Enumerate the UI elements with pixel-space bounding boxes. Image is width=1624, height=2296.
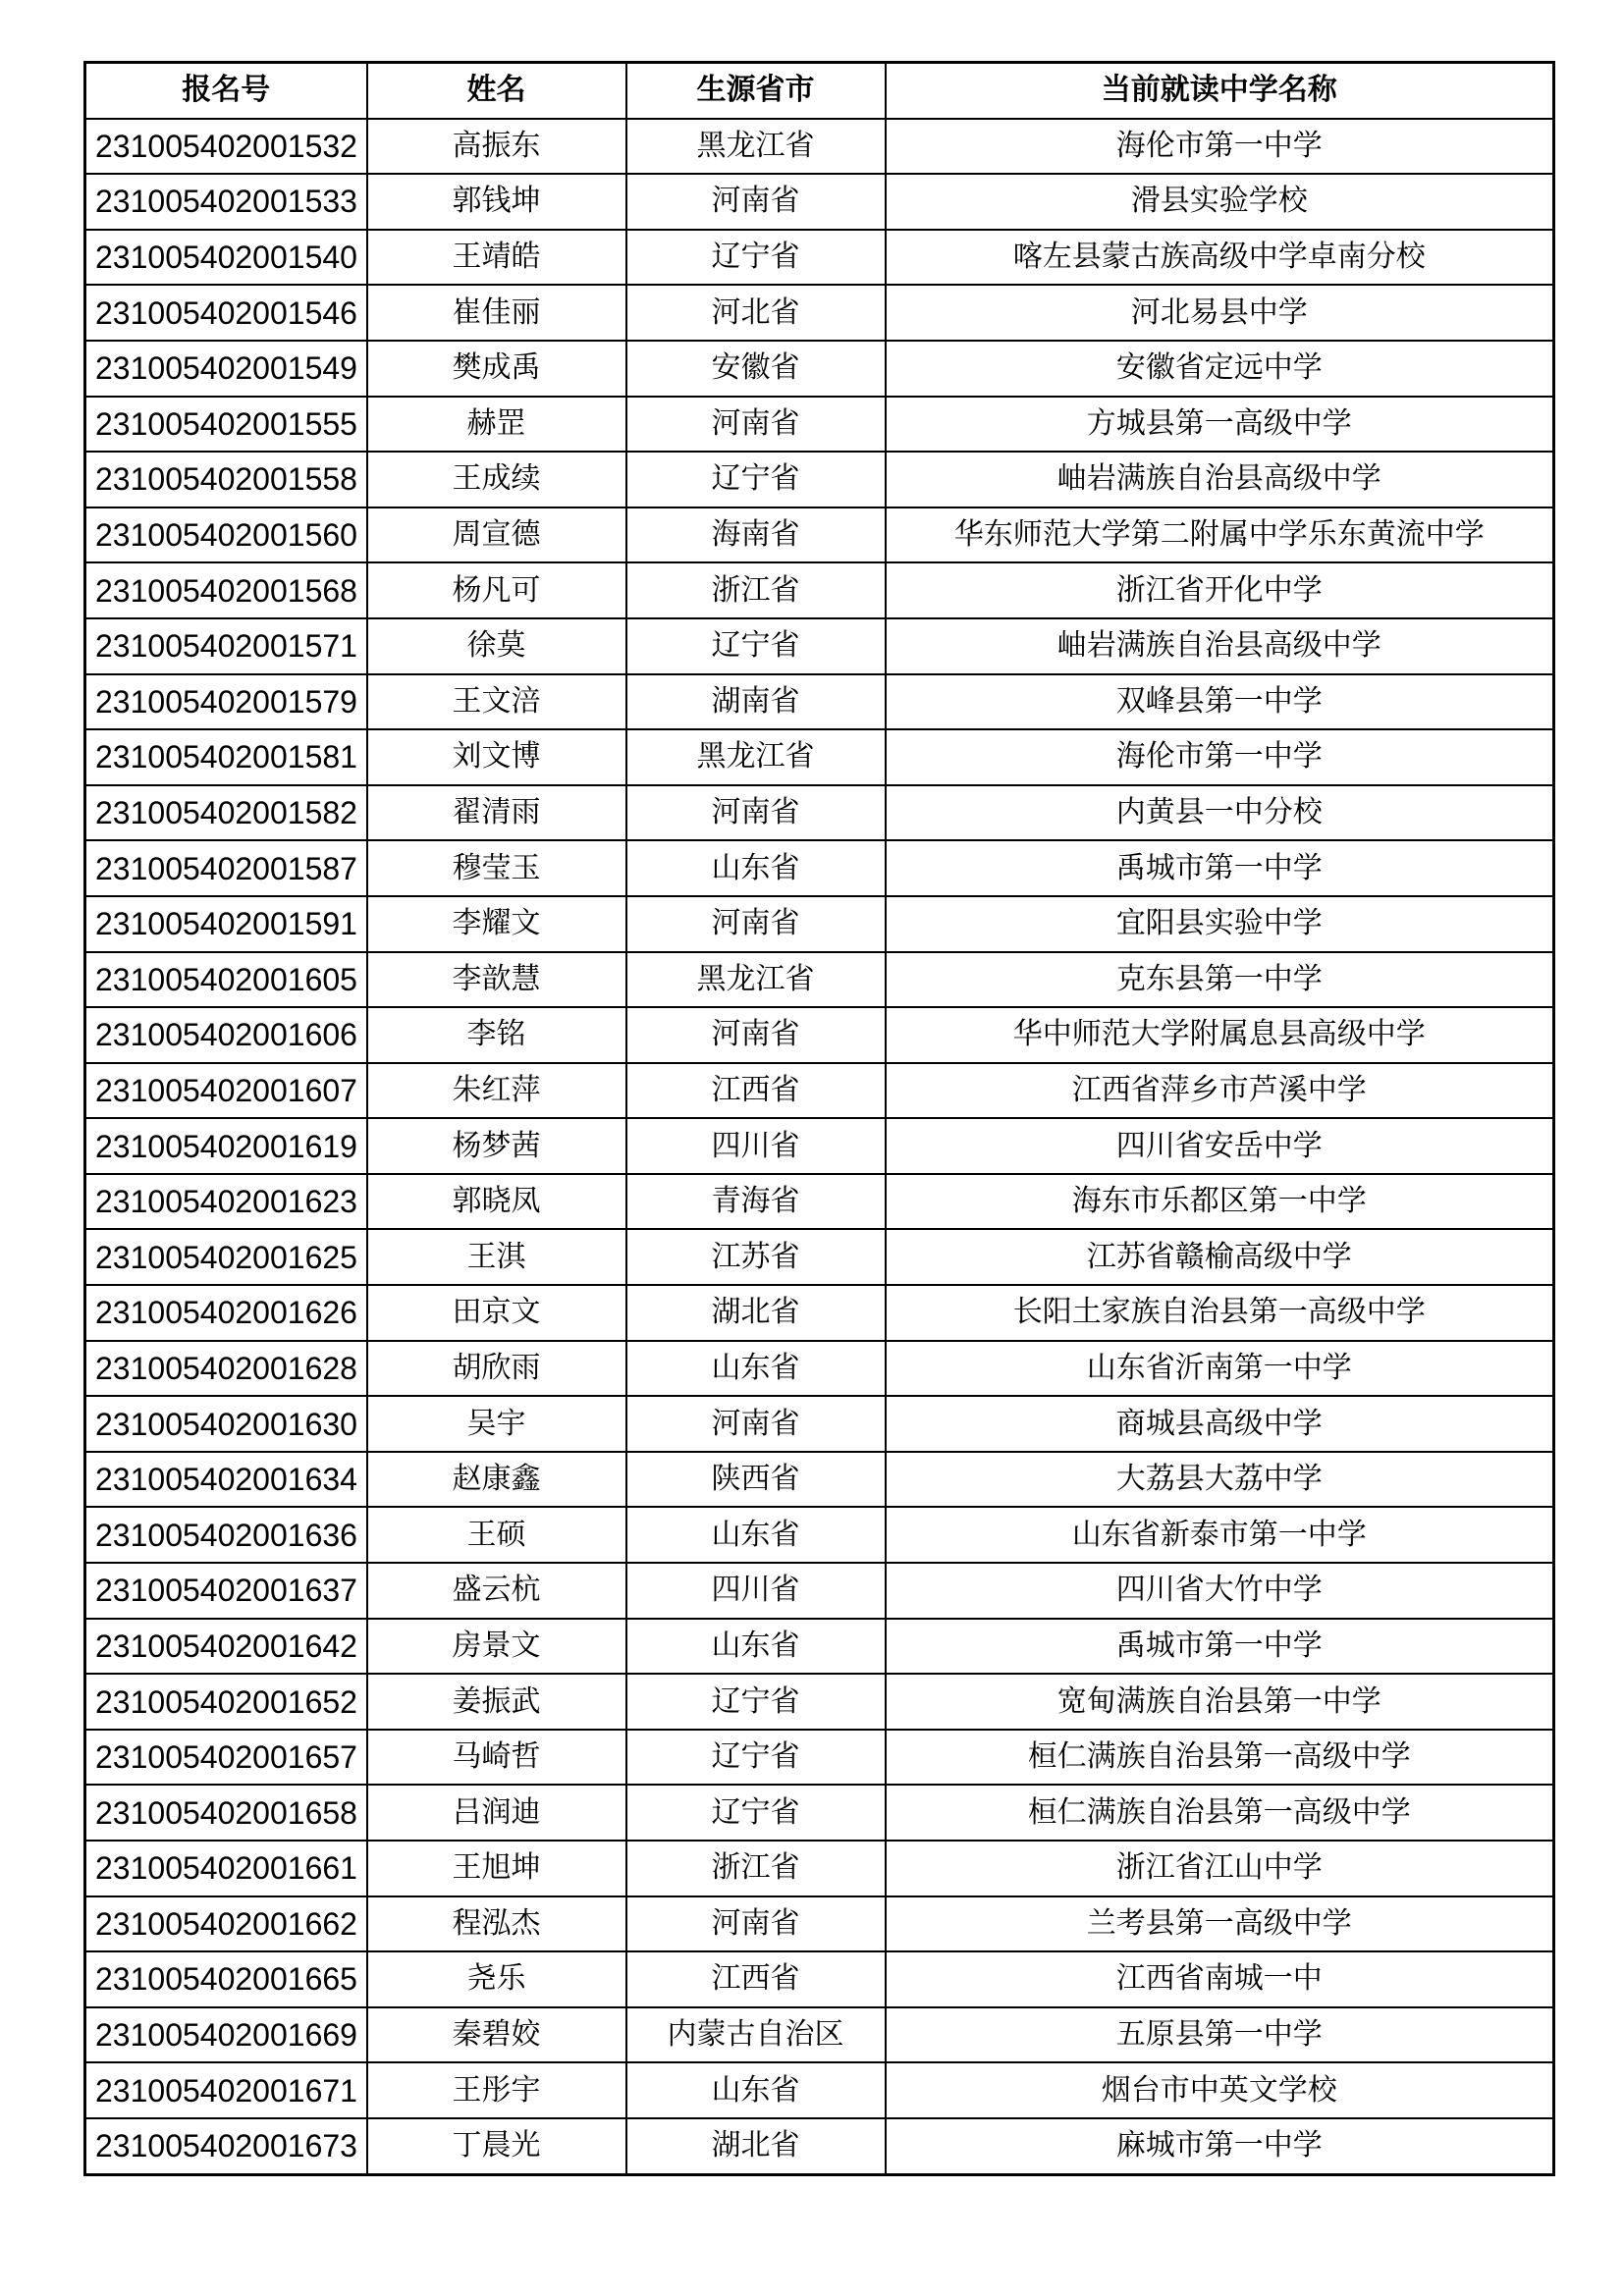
registration-number-cell: 231005402001607 xyxy=(85,1063,367,1119)
school-name-cell: 商城县高级中学 xyxy=(886,1396,1554,1452)
student-name-cell: 秦碧姣 xyxy=(367,2007,626,2063)
student-name-cell: 朱红萍 xyxy=(367,1063,626,1119)
province-cell: 安徽省 xyxy=(626,341,886,397)
table-row xyxy=(85,1174,1554,1230)
school-name-cell: 浙江省江山中学 xyxy=(886,1841,1554,1896)
student-name-cell: 杨凡可 xyxy=(367,562,626,618)
province-cell: 陕西省 xyxy=(626,1452,886,1508)
student-name-cell: 高振东 xyxy=(367,119,626,175)
table-row xyxy=(85,2062,1554,2118)
registration-number-cell: 231005402001669 xyxy=(85,2007,367,2063)
table-row xyxy=(85,896,1554,952)
student-name-cell: 穆莹玉 xyxy=(367,840,626,896)
table-row xyxy=(85,840,1554,896)
registration-number-cell: 231005402001560 xyxy=(85,507,367,563)
student-name-cell: 吴宇 xyxy=(367,1396,626,1452)
registration-number-cell: 231005402001558 xyxy=(85,452,367,507)
table-row xyxy=(85,1563,1554,1619)
table-row xyxy=(85,1229,1554,1285)
student-name-cell: 赵康鑫 xyxy=(367,1452,626,1508)
school-name-cell: 麻城市第一中学 xyxy=(886,2118,1554,2174)
province-cell: 内蒙古自治区 xyxy=(626,2007,886,2063)
student-name-cell: 田京文 xyxy=(367,1285,626,1341)
student-name-cell: 吕润迪 xyxy=(367,1785,626,1841)
province-cell: 江苏省 xyxy=(626,1229,886,1285)
table-row xyxy=(85,397,1554,453)
school-name-cell: 禹城市第一中学 xyxy=(886,840,1554,896)
school-name-cell: 浙江省开化中学 xyxy=(886,562,1554,618)
header-registration-number: 报名号 xyxy=(85,63,367,119)
province-cell: 山东省 xyxy=(626,1619,886,1675)
student-name-cell: 翟清雨 xyxy=(367,785,626,841)
province-cell: 河南省 xyxy=(626,785,886,841)
table-row xyxy=(85,1285,1554,1341)
registration-number-cell: 231005402001671 xyxy=(85,2062,367,2118)
table-row xyxy=(85,1452,1554,1508)
student-name-cell: 王彤宇 xyxy=(367,2062,626,2118)
province-cell: 黑龙江省 xyxy=(626,119,886,175)
table-row xyxy=(85,1063,1554,1119)
registration-number-cell: 231005402001533 xyxy=(85,174,367,230)
table-row xyxy=(85,2118,1554,2174)
school-name-cell: 五原县第一中学 xyxy=(886,2007,1554,2063)
school-name-cell: 禹城市第一中学 xyxy=(886,1619,1554,1675)
school-name-cell: 滑县实验学校 xyxy=(886,174,1554,230)
province-cell: 湖北省 xyxy=(626,2118,886,2174)
registration-number-cell: 231005402001637 xyxy=(85,1563,367,1619)
header-province: 生源省市 xyxy=(626,63,886,119)
table-row xyxy=(85,1951,1554,2007)
registration-number-cell: 231005402001549 xyxy=(85,341,367,397)
table-row xyxy=(85,174,1554,230)
registration-number-cell: 231005402001652 xyxy=(85,1674,367,1730)
school-name-cell: 安徽省定远中学 xyxy=(886,341,1554,397)
student-name-cell: 尧乐 xyxy=(367,1951,626,2007)
student-name-cell: 郭钱坤 xyxy=(367,174,626,230)
student-name-cell: 房景文 xyxy=(367,1619,626,1675)
school-name-cell: 海东市乐都区第一中学 xyxy=(886,1174,1554,1230)
student-name-cell: 丁晨光 xyxy=(367,2118,626,2174)
admission-list-table xyxy=(83,61,1555,2176)
registration-number-cell: 231005402001636 xyxy=(85,1507,367,1563)
school-name-cell: 四川省大竹中学 xyxy=(886,1563,1554,1619)
student-name-cell: 王靖皓 xyxy=(367,230,626,286)
province-cell: 山东省 xyxy=(626,1507,886,1563)
school-name-cell: 内黄县一中分校 xyxy=(886,785,1554,841)
school-name-cell: 江西省南城一中 xyxy=(886,1951,1554,2007)
school-name-cell: 河北易县中学 xyxy=(886,285,1554,341)
school-name-cell: 四川省安岳中学 xyxy=(886,1118,1554,1174)
province-cell: 湖南省 xyxy=(626,674,886,730)
registration-number-cell: 231005402001579 xyxy=(85,674,367,730)
table-row xyxy=(85,1730,1554,1786)
province-cell: 河南省 xyxy=(626,1396,886,1452)
table-row xyxy=(85,230,1554,286)
registration-number-cell: 231005402001623 xyxy=(85,1174,367,1230)
student-name-cell: 徐莫 xyxy=(367,618,626,674)
province-cell: 青海省 xyxy=(626,1174,886,1230)
province-cell: 山东省 xyxy=(626,2062,886,2118)
table-row xyxy=(85,507,1554,563)
table-row xyxy=(85,285,1554,341)
school-name-cell: 山东省沂南第一中学 xyxy=(886,1341,1554,1397)
student-name-cell: 王旭坤 xyxy=(367,1841,626,1896)
table-row xyxy=(85,341,1554,397)
school-name-cell: 克东县第一中学 xyxy=(886,952,1554,1008)
province-cell: 河南省 xyxy=(626,397,886,453)
student-name-cell: 杨梦茜 xyxy=(367,1118,626,1174)
student-name-cell: 郭晓凤 xyxy=(367,1174,626,1230)
school-name-cell: 喀左县蒙古族高级中学卓南分校 xyxy=(886,230,1554,286)
table-row xyxy=(85,1785,1554,1841)
student-name-cell: 胡欣雨 xyxy=(367,1341,626,1397)
school-name-cell: 桓仁满族自治县第一高级中学 xyxy=(886,1785,1554,1841)
registration-number-cell: 231005402001657 xyxy=(85,1730,367,1786)
school-name-cell: 双峰县第一中学 xyxy=(886,674,1554,730)
school-name-cell: 山东省新泰市第一中学 xyxy=(886,1507,1554,1563)
province-cell: 黑龙江省 xyxy=(626,952,886,1008)
table-row xyxy=(85,452,1554,507)
student-name-cell: 姜振武 xyxy=(367,1674,626,1730)
table-row xyxy=(85,1396,1554,1452)
student-name-cell: 周宣德 xyxy=(367,507,626,563)
student-name-cell: 樊成禹 xyxy=(367,341,626,397)
student-name-cell: 刘文博 xyxy=(367,729,626,785)
school-name-cell: 烟台市中英文学校 xyxy=(886,2062,1554,2118)
student-name-cell: 赫罡 xyxy=(367,397,626,453)
table-row xyxy=(85,1341,1554,1397)
registration-number-cell: 231005402001625 xyxy=(85,1229,367,1285)
registration-number-cell: 231005402001606 xyxy=(85,1007,367,1063)
province-cell: 黑龙江省 xyxy=(626,729,886,785)
registration-number-cell: 231005402001658 xyxy=(85,1785,367,1841)
student-name-cell: 崔佳丽 xyxy=(367,285,626,341)
registration-number-cell: 231005402001546 xyxy=(85,285,367,341)
province-cell: 四川省 xyxy=(626,1118,886,1174)
province-cell: 辽宁省 xyxy=(626,1674,886,1730)
table-row xyxy=(85,1619,1554,1675)
school-name-cell: 方城县第一高级中学 xyxy=(886,397,1554,453)
province-cell: 湖北省 xyxy=(626,1285,886,1341)
registration-number-cell: 231005402001642 xyxy=(85,1619,367,1675)
province-cell: 浙江省 xyxy=(626,562,886,618)
registration-number-cell: 231005402001634 xyxy=(85,1452,367,1508)
registration-number-cell: 231005402001662 xyxy=(85,1896,367,1952)
registration-number-cell: 231005402001673 xyxy=(85,2118,367,2174)
registration-number-cell: 231005402001665 xyxy=(85,1951,367,2007)
table-row xyxy=(85,785,1554,841)
school-name-cell: 华中师范大学附属息县高级中学 xyxy=(886,1007,1554,1063)
student-name-cell: 王文涪 xyxy=(367,674,626,730)
table-row xyxy=(85,952,1554,1008)
school-name-cell: 兰考县第一高级中学 xyxy=(886,1896,1554,1952)
header-school: 当前就读中学名称 xyxy=(886,63,1554,119)
student-name-cell: 李耀文 xyxy=(367,896,626,952)
table-row xyxy=(85,729,1554,785)
province-cell: 辽宁省 xyxy=(626,1785,886,1841)
province-cell: 辽宁省 xyxy=(626,1730,886,1786)
table-row xyxy=(85,1007,1554,1063)
province-cell: 江西省 xyxy=(626,1063,886,1119)
registration-number-cell: 231005402001587 xyxy=(85,840,367,896)
registration-number-cell: 231005402001532 xyxy=(85,119,367,175)
school-name-cell: 岫岩满族自治县高级中学 xyxy=(886,452,1554,507)
province-cell: 河南省 xyxy=(626,1896,886,1952)
registration-number-cell: 231005402001661 xyxy=(85,1841,367,1896)
registration-number-cell: 231005402001630 xyxy=(85,1396,367,1452)
table-row xyxy=(85,674,1554,730)
school-name-cell: 江西省萍乡市芦溪中学 xyxy=(886,1063,1554,1119)
registration-number-cell: 231005402001591 xyxy=(85,896,367,952)
school-name-cell: 海伦市第一中学 xyxy=(886,119,1554,175)
registration-number-cell: 231005402001581 xyxy=(85,729,367,785)
table-row xyxy=(85,2007,1554,2063)
school-name-cell: 华东师范大学第二附属中学乐东黄流中学 xyxy=(886,507,1554,563)
table-row xyxy=(85,1118,1554,1174)
province-cell: 河北省 xyxy=(626,285,886,341)
registration-number-cell: 231005402001555 xyxy=(85,397,367,453)
school-name-cell: 江苏省赣榆高级中学 xyxy=(886,1229,1554,1285)
table-body xyxy=(85,119,1554,2174)
province-cell: 山东省 xyxy=(626,1341,886,1397)
table-row xyxy=(85,1674,1554,1730)
header-name: 姓名 xyxy=(367,63,626,119)
school-name-cell: 大荔县大荔中学 xyxy=(886,1452,1554,1508)
student-name-cell: 盛云杭 xyxy=(367,1563,626,1619)
table-row xyxy=(85,618,1554,674)
registration-number-cell: 231005402001582 xyxy=(85,785,367,841)
table-row xyxy=(85,1896,1554,1952)
registration-number-cell: 231005402001568 xyxy=(85,562,367,618)
school-name-cell: 宽甸满族自治县第一中学 xyxy=(886,1674,1554,1730)
registration-number-cell: 231005402001605 xyxy=(85,952,367,1008)
table-row xyxy=(85,1841,1554,1896)
province-cell: 海南省 xyxy=(626,507,886,563)
province-cell: 江西省 xyxy=(626,1951,886,2007)
student-name-cell: 王硕 xyxy=(367,1507,626,1563)
province-cell: 辽宁省 xyxy=(626,618,886,674)
table-row xyxy=(85,119,1554,175)
table-row xyxy=(85,562,1554,618)
province-cell: 河南省 xyxy=(626,174,886,230)
province-cell: 河南省 xyxy=(626,896,886,952)
school-name-cell: 海伦市第一中学 xyxy=(886,729,1554,785)
registration-number-cell: 231005402001540 xyxy=(85,230,367,286)
student-name-cell: 王淇 xyxy=(367,1229,626,1285)
student-name-cell: 李铭 xyxy=(367,1007,626,1063)
student-name-cell: 王成续 xyxy=(367,452,626,507)
student-name-cell: 马崎哲 xyxy=(367,1730,626,1786)
province-cell: 四川省 xyxy=(626,1563,886,1619)
province-cell: 辽宁省 xyxy=(626,452,886,507)
registration-number-cell: 231005402001619 xyxy=(85,1118,367,1174)
province-cell: 浙江省 xyxy=(626,1841,886,1896)
province-cell: 河南省 xyxy=(626,1007,886,1063)
registration-number-cell: 231005402001571 xyxy=(85,618,367,674)
province-cell: 山东省 xyxy=(626,840,886,896)
header-row xyxy=(85,63,1554,119)
student-name-cell: 程泓杰 xyxy=(367,1896,626,1952)
school-name-cell: 岫岩满族自治县高级中学 xyxy=(886,618,1554,674)
student-name-cell: 李歆慧 xyxy=(367,952,626,1008)
school-name-cell: 宜阳县实验中学 xyxy=(886,896,1554,952)
registration-number-cell: 231005402001628 xyxy=(85,1341,367,1397)
school-name-cell: 长阳土家族自治县第一高级中学 xyxy=(886,1285,1554,1341)
registration-number-cell: 231005402001626 xyxy=(85,1285,367,1341)
province-cell: 辽宁省 xyxy=(626,230,886,286)
school-name-cell: 桓仁满族自治县第一高级中学 xyxy=(886,1730,1554,1786)
table-row xyxy=(85,1507,1554,1563)
